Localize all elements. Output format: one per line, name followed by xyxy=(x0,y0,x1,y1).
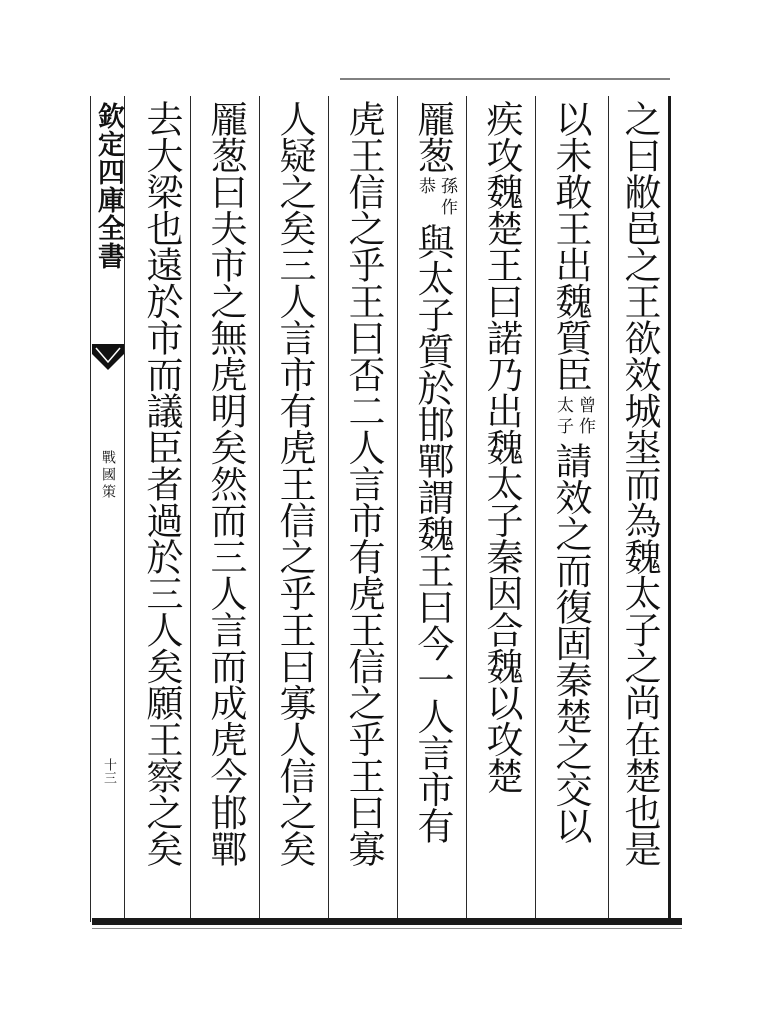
note-right: 孫作 xyxy=(437,177,457,219)
top-rule xyxy=(340,78,670,80)
column-divider xyxy=(535,96,536,918)
margin-divider xyxy=(124,96,125,918)
note-left: 太子 xyxy=(553,396,573,438)
margin-section-title: 戰國策 xyxy=(100,450,116,501)
column-divider xyxy=(328,96,329,918)
text-column xyxy=(545,100,595,844)
text-column xyxy=(407,100,457,844)
text-column xyxy=(200,100,250,867)
column-text: 請效之而復固秦楚之交以 xyxy=(549,442,592,844)
text-column xyxy=(269,100,319,867)
interlinear-note xyxy=(553,392,595,442)
bottom-border xyxy=(92,918,682,925)
column-divider xyxy=(190,96,191,918)
column-text: 去大梁也遠於市而議臣者過於三人矣願王察之矣 xyxy=(140,100,183,867)
note-right: 曾作 xyxy=(575,396,595,438)
column-text: 龎葱 xyxy=(411,100,454,173)
fishtail-mark-icon xyxy=(92,344,124,370)
margin-page-number: 十三 xyxy=(101,758,116,784)
column-text: 龎葱曰夫市之無虎明矣然而三人言而成虎今邯鄲 xyxy=(204,100,247,867)
left-edge-line xyxy=(90,96,91,922)
right-border xyxy=(668,96,671,918)
interlinear-note xyxy=(415,173,457,223)
note-left: 恭 xyxy=(415,177,435,198)
text-column xyxy=(136,100,186,867)
column-text: 虎王信之乎王曰否二人言市有虎王信之乎王曰寡 xyxy=(342,100,385,867)
column-divider xyxy=(608,96,609,918)
text-column xyxy=(338,100,388,867)
text-column xyxy=(476,100,526,794)
column-divider xyxy=(259,96,260,918)
column-divider xyxy=(397,96,398,918)
text-column xyxy=(614,100,664,867)
column-text: 與太子質於邯鄲謂魏王曰今一人言市有 xyxy=(411,223,454,844)
column-text: 之曰敝邑之王欲效城埊而為魏太子之尚在楚也是 xyxy=(618,100,661,867)
column-text: 人疑之矣三人言市有虎王信之乎王曰寡人信之矣 xyxy=(273,100,316,867)
column-text: 以未敢王出魏質臣 xyxy=(549,100,592,392)
column-divider xyxy=(466,96,467,918)
margin-book-title: 欽定四庫全書 xyxy=(93,102,124,270)
bottom-border-thin xyxy=(92,928,682,929)
column-text: 疾攻魏楚王曰諾乃出魏太子秦因合魏以攻楚 xyxy=(480,100,523,794)
